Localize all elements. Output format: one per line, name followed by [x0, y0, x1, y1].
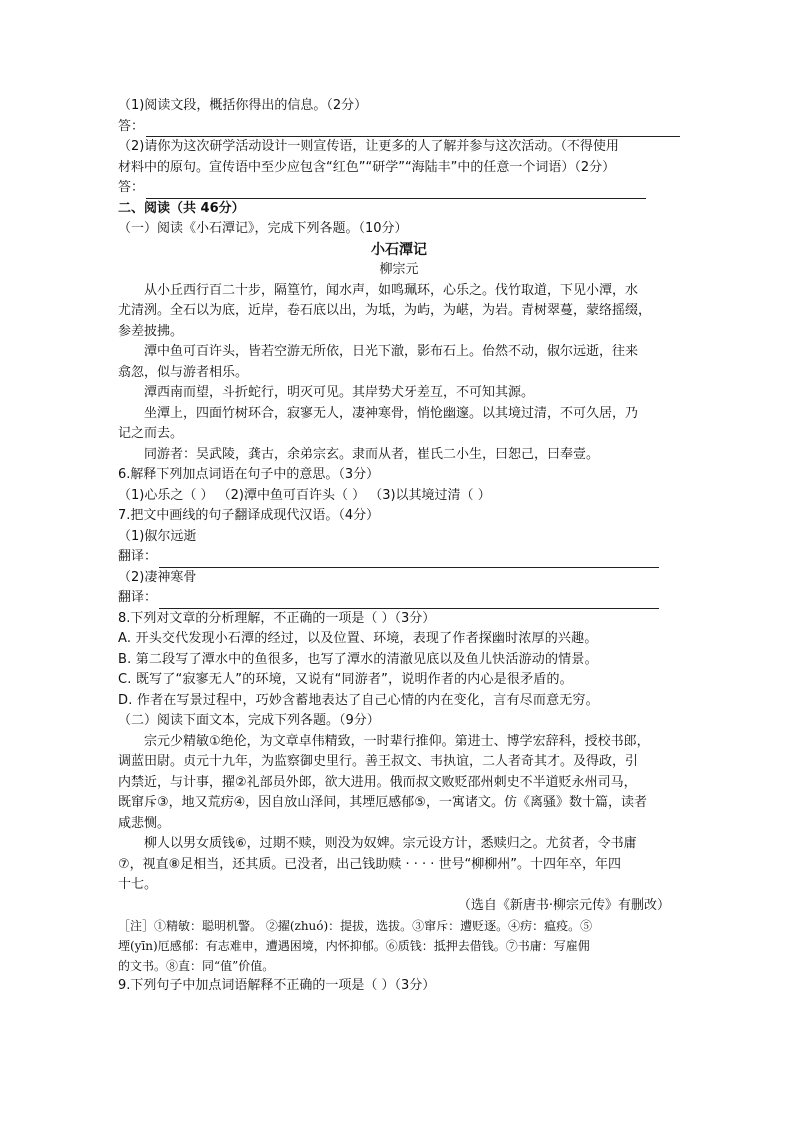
question-1-2-prompt-line-1: （2)请你为这次研学活动设计一则宣传语，让更多的人了解并参与这次活动。（不得使用: [118, 139, 619, 154]
passage-author: 柳宗元: [379, 262, 419, 277]
question-7-2-translation-row: [118, 588, 680, 609]
answer-line[interactable]: [146, 122, 680, 137]
annotation-note-line: 堙(yīn)厄感郁：有志难申，遭遇困境，内怀抑郁。⑥质钱：抵押去借钱。⑦书庸：写雇佣: [118, 939, 590, 953]
question-1-2-prompt-line-2: 材料中的原句。宣传语中至少应包含“红色”“研学”“海陆丰”中的任意一个词语）（2分）: [118, 159, 616, 175]
passage-2-source: （选自《新唐书·柳宗元传》有删改）: [457, 897, 670, 913]
question-7-sentence-1: （1)俶尔远逝: [118, 528, 197, 544]
passage-1-paragraph-2-line: 潭中鱼可百许头，皆若空游无所依，日光下澈，影布石上。佁然不动，俶尔远逝，往来: [144, 344, 639, 359]
translation-label: 翻译：: [118, 549, 158, 564]
question-7-sentence-2: （2)凄神寒骨: [118, 569, 197, 585]
passage-1-paragraph-4-line: 记之而去。: [118, 426, 184, 441]
passage-1-paragraph-4-line: 坐潭上，四面竹树环合，寂寥无人，凄神寒骨，悄怆幽邃。以其境过清，不可久居，乃: [144, 405, 639, 421]
question-1-2-answer-row: [118, 178, 680, 199]
translation-line[interactable]: [159, 594, 659, 609]
question-7-1-translation-row: [118, 547, 680, 568]
answer-label: 答：: [118, 180, 145, 195]
question-8-prompt: 8.下列对文章的分析理解，不正确的一项是（ ）（3分）: [118, 610, 436, 626]
translation-line[interactable]: [159, 553, 659, 568]
annotation-note-line: 的文书。⑧直：同“值”价值。: [118, 959, 275, 973]
question-8-option-c: C. 既写了“寂寥无人”的环境，又说有“同游者”，说明作者的内心是很矛盾的。: [118, 672, 573, 687]
answer-label: 答：: [118, 118, 145, 134]
question-8-option-d: D. 作者在写景过程中，巧妙含蓄地表达了自己心情的内在变化，言有尽而意无穷。: [118, 692, 599, 708]
question-1-1-prompt: （1)阅读文段，概括你得出的信息。（2分）: [118, 98, 368, 113]
passage-1-paragraph-1-line: 尤清洌。全石以为底，近岸，卷石底以出，为坻，为屿，为嵁，为岩。青树翠蔓，蒙络摇缀，: [118, 303, 652, 318]
question-8-option-a: A. 开头交代发现小石潭的经过，以及位置、环境，表现了作者探幽时浓厚的兴趣。: [118, 631, 598, 646]
passage-2-paragraph-2-line: 柳人以男女质钱⑥，过期不赎，则没为奴婢。宗元设方计，悉赎归之。尤贫者，令书庸: [144, 836, 637, 851]
passage-2-paragraph-2-line: ⑦，视直⑧足相当，还其质。已没者，出己钱助赎 · · · · 世号“柳柳州”。十四年卒，年四: [118, 856, 621, 872]
passage-1-paragraph-1-line: 从小丘西行百二十步，隔篁竹，闻水声，如鸣珮环，心乐之。伐竹取道，下见小潭，水: [144, 282, 639, 298]
question-7-prompt: 7.把文中画线的句子翻译成现代汉语。（4分）: [118, 508, 380, 523]
question-6-items: （1)心乐之（ ） （2)潭中鱼可百许头（ ） （3)以其境过清（ ）: [118, 487, 491, 503]
part-1-intro: （一）阅读《小石潭记》，完成下列各题。（10分）: [118, 221, 408, 236]
question-1-1-answer-row: [118, 117, 680, 138]
section-2-heading: 二、阅读（共 46分）: [118, 200, 245, 216]
question-9-prompt: 9.下列句子中加点词语解释不正确的一项是（ ）（3分）: [118, 978, 436, 993]
passage-title: 小石潭记: [371, 241, 427, 258]
passage-2-paragraph-1-line: 咸悲恻。: [118, 815, 171, 831]
passage-2-paragraph-1-line: 既窜斥③，地又荒疠④，因自放山泽间，其堙厄感郁⑤，一寓诸文。仿《离骚》数十篇，读者: [118, 795, 647, 810]
passage-2-paragraph-1-line: 宗元少精敏①绝伦，为文章卓伟精致，一时辈行推仰。第进士、博学宏辞科，授校书郎，: [144, 733, 650, 749]
question-8-option-b: B. 第二段写了潭水中的鱼很多，也写了潭水的清澈见底以及鱼儿快活游动的情景。: [118, 651, 598, 667]
annotation-note-line: ［注］①精敏：聪明机警。 ②擢(zhuó)：提拔，选拔。③窜斥：遭贬逐。④疠：瘟疫。⑤: [118, 919, 593, 933]
passage-1-paragraph-5-line: 同游者：吴武陵，龚古，余弟宗玄。隶而从者，崔氏二小生，曰恕己，曰奉壹。: [144, 446, 600, 462]
passage-1-paragraph-3-line: 潭西南而望，斗折蛇行，明灭可见。其岸势犬牙差互，不可知其源。: [144, 385, 535, 400]
question-6-prompt: 6.解释下列加点词语在句子中的意思。（3分）: [118, 467, 380, 482]
passage-2-paragraph-1-line: 调蓝田尉。贞元十九年，为监察御史里行。善王叔文、韦执谊，二人者奇其才。及得政，引: [118, 754, 639, 769]
passage-2-paragraph-1-line: 内禁近，与计事，擢②礼部员外郎，欲大进用。俄而叔文败贬邵州刺史不半道贬永州司马，: [118, 774, 637, 790]
exam-page: [118, 96, 680, 997]
passage-2-paragraph-2-line: 十七。: [118, 877, 158, 892]
translation-label: 翻译：: [118, 590, 158, 605]
passage-1-paragraph-1-line: 参差披拂。: [118, 323, 184, 339]
passage-1-paragraph-2-line: 翕忽，似与游者相乐。: [118, 364, 249, 380]
part-2-intro: （二）阅读下面文本，完成下列各题。（9分）: [118, 713, 380, 728]
answer-line[interactable]: [146, 184, 646, 199]
